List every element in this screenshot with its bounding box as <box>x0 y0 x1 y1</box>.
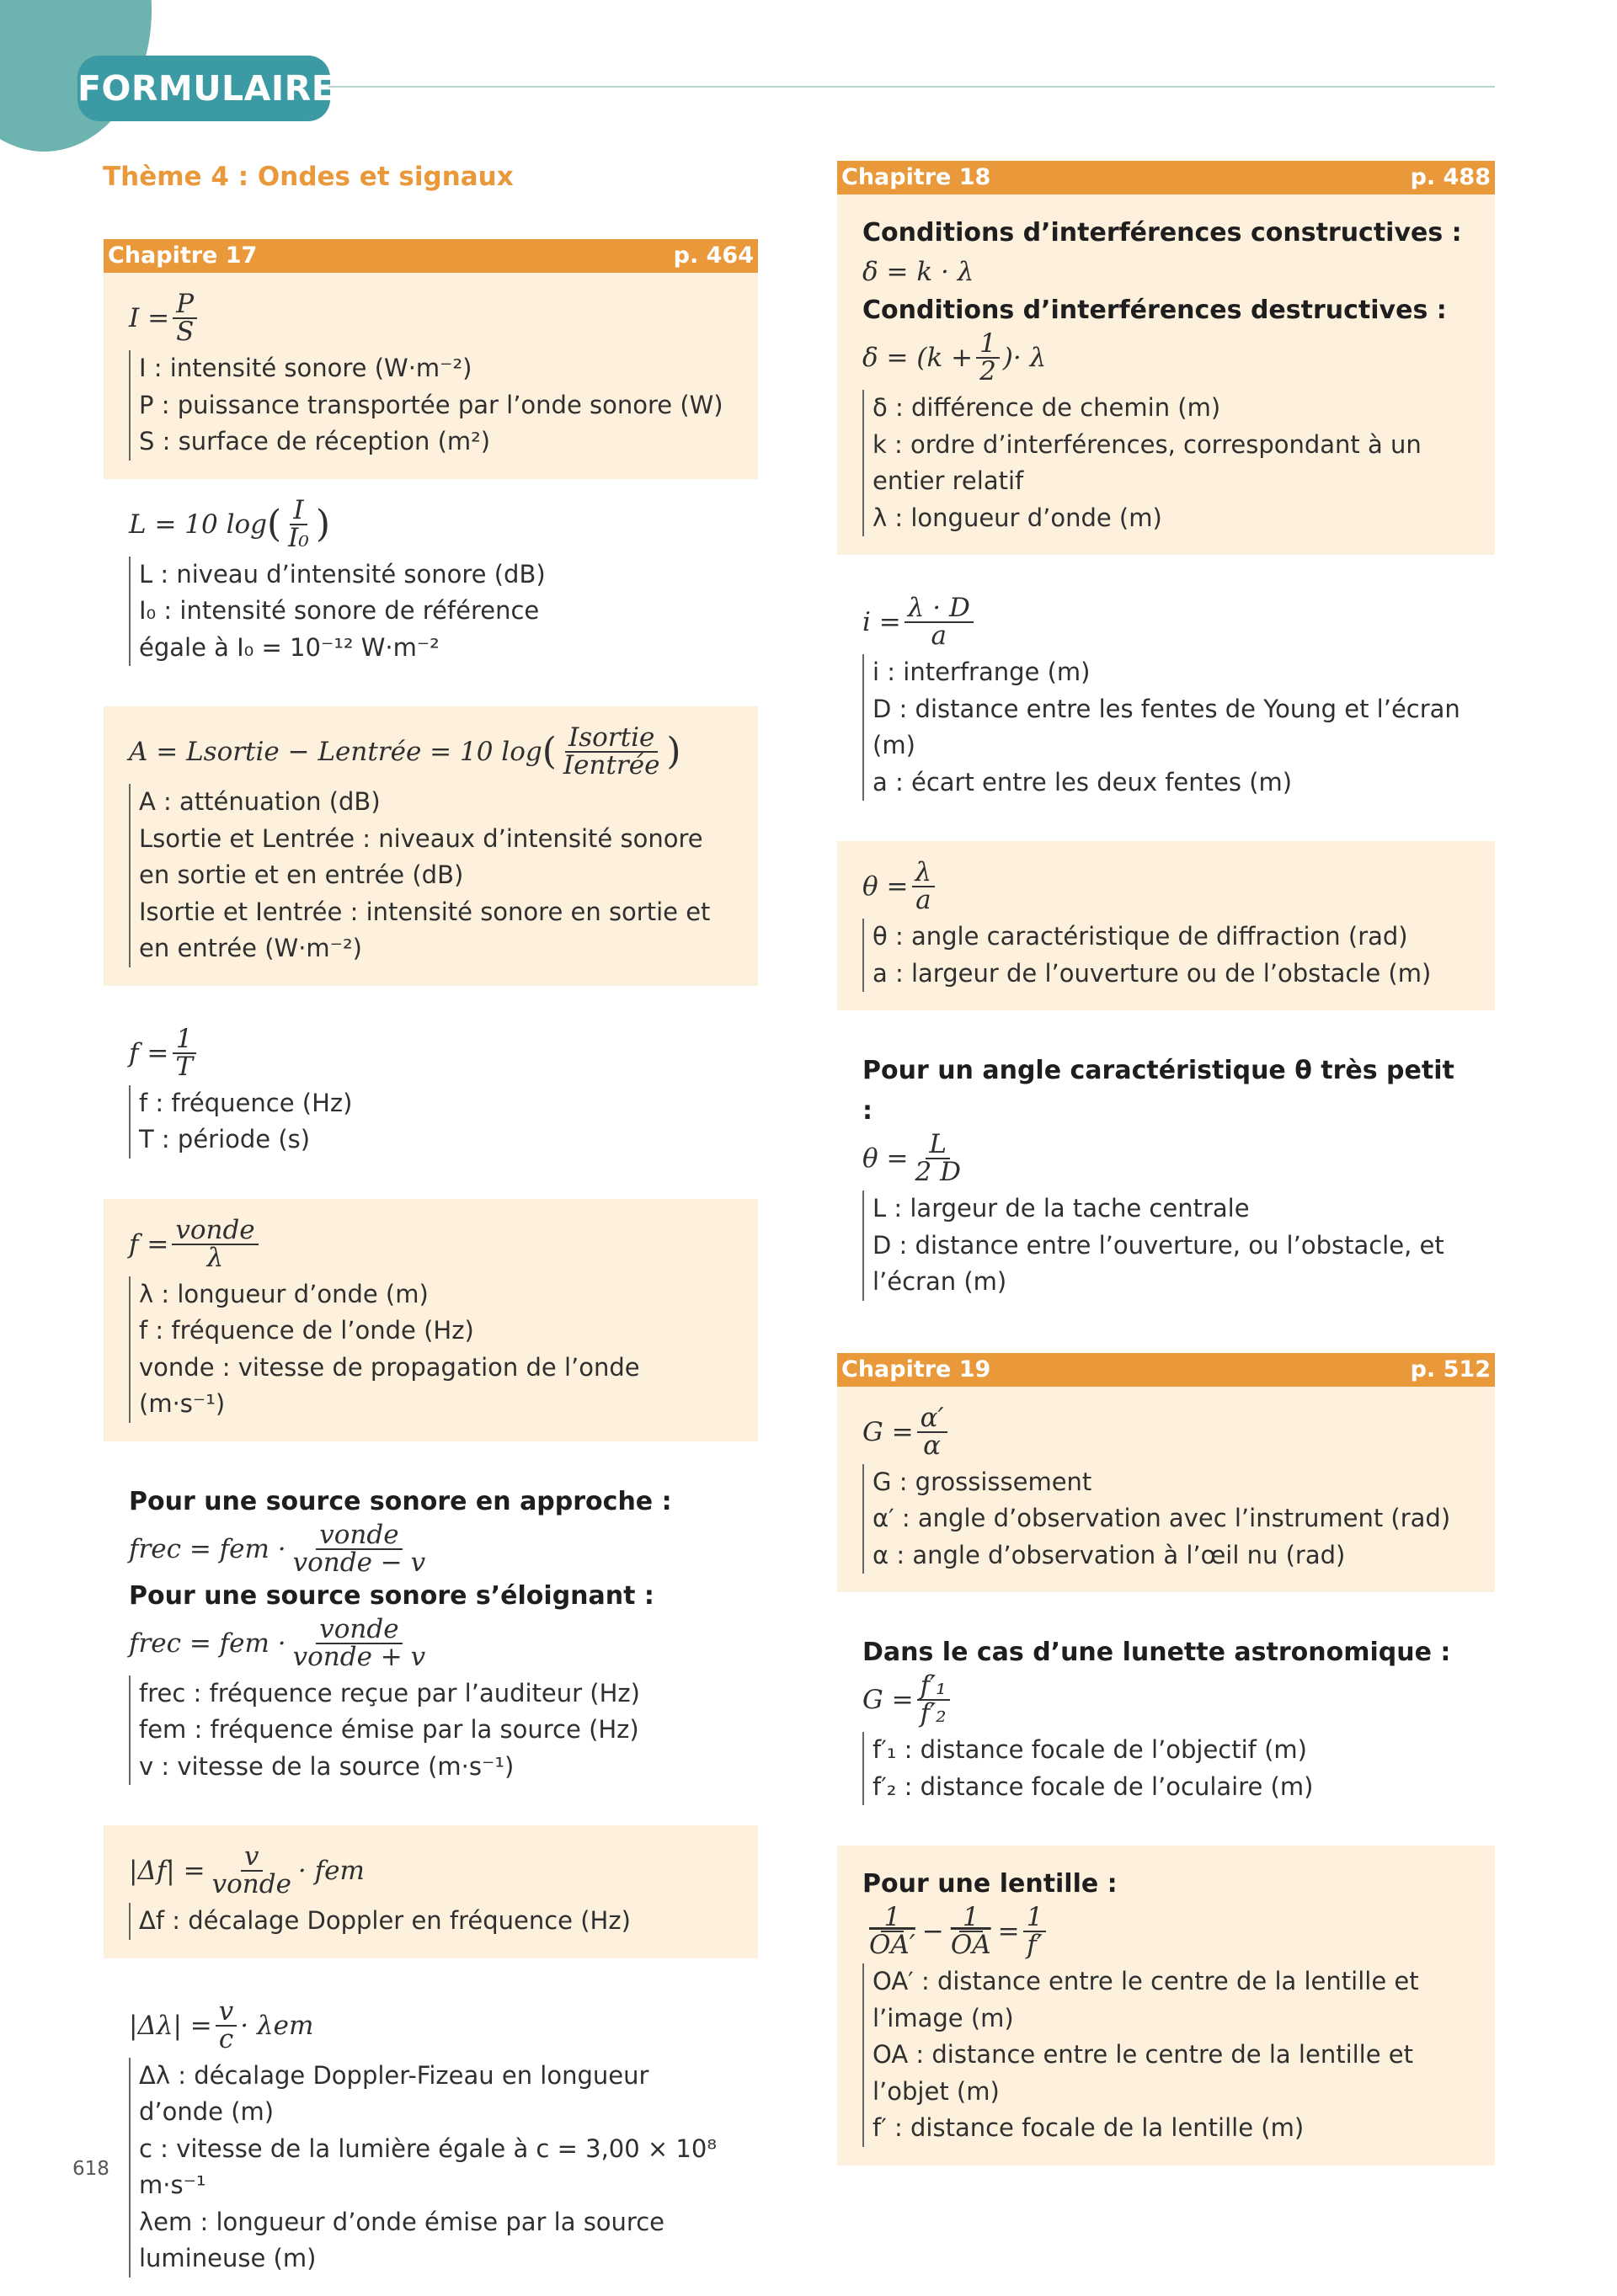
definition: vonde : vitesse de propagation de l’onde (m·s⁻¹) <box>139 1352 640 1418</box>
denominator: vonde <box>211 1869 291 1899</box>
definition: L : niveau d’intensité sonore (dB) <box>139 559 546 589</box>
numerator: P <box>173 291 197 319</box>
fraction <box>1023 1904 1047 1958</box>
paren-open: ( <box>267 502 282 546</box>
definitions <box>129 784 733 967</box>
fraction <box>976 328 1000 386</box>
definition: f′₁ : distance focale de l’objectif (m) <box>873 1735 1307 1764</box>
numerator: vonde <box>316 1617 402 1644</box>
definition: a : largeur de l’ouverture ou de l’obstacle (m) <box>873 958 1432 988</box>
definition: λem : longueur d’onde émise par la source lumineuse (m) <box>139 2207 664 2272</box>
chapter-18-header <box>837 161 1495 194</box>
chapter-18-19-column <box>837 161 1495 2165</box>
denominator: S <box>176 317 195 347</box>
fraction <box>917 1402 947 1461</box>
numerator: 1 <box>173 1026 196 1054</box>
definitions <box>862 1464 1470 1574</box>
denominator: λ <box>206 1242 224 1273</box>
formula-lhs: G = <box>862 1416 914 1447</box>
formula-lhs: A = Lsortie − Lentrée = 10 log <box>129 737 542 767</box>
definition: a : écart entre les deux fentes (m) <box>873 767 1293 796</box>
definitions <box>129 1903 733 1940</box>
fraction <box>290 1613 430 1672</box>
definitions <box>862 390 1470 536</box>
fraction <box>172 1214 258 1273</box>
formula-doppler-shift <box>104 1825 758 1958</box>
definition: frec : fréquence reçue par l’auditeur (Hz) <box>139 1678 640 1707</box>
header-rule <box>328 86 1495 88</box>
paren-close: ) <box>666 730 681 773</box>
fraction <box>912 1129 964 1187</box>
definition: I₀ : intensité sonore de référence <box>139 596 540 625</box>
fraction <box>905 595 974 649</box>
numerator: λ <box>912 860 936 887</box>
chapter-19-page: p. 512 <box>1410 1356 1491 1382</box>
fraction <box>290 1519 430 1578</box>
formula-lunette <box>837 1614 1495 1824</box>
fraction <box>912 857 936 915</box>
denominator: vonde + v <box>292 1641 426 1672</box>
definition: f : fréquence (Hz) <box>139 1088 353 1117</box>
denominator: f′₂ <box>920 1698 947 1729</box>
paren-close: ) <box>315 502 331 546</box>
formula-doppler-source <box>104 1463 758 1804</box>
formula-lhs: I = <box>129 303 170 333</box>
definition: Δλ : décalage Doppler-Fizeau en longueur d’onde (m) <box>139 2060 649 2126</box>
formula-lhs: frec = fem · <box>129 1627 286 1659</box>
definition: A : atténuation (dB) <box>139 787 381 816</box>
definition: θ : angle caractéristique de diffraction (rad) <box>873 922 1408 951</box>
definitions <box>862 919 1470 992</box>
denominator: vonde − v <box>292 1547 426 1578</box>
definition: f′ : distance focale de la lentille (m) <box>873 2113 1305 2142</box>
section-title: Pour une source sonore en approche : <box>129 1486 672 1516</box>
section-title: Pour une source sonore s’éloignant : <box>129 1580 654 1611</box>
definition: égale à I₀ = 10⁻¹² W·m⁻² <box>139 632 440 662</box>
formula-lhs: frec = fem · <box>129 1533 286 1564</box>
numerator: vonde <box>316 1522 402 1550</box>
formula-lhs: δ = (k + <box>862 343 974 373</box>
fraction <box>216 1995 237 2054</box>
formula-interferences <box>837 194 1495 555</box>
definition: v : vitesse de la source (m·s⁻¹) <box>139 1751 515 1781</box>
definitions <box>129 557 733 667</box>
definitions <box>129 1675 733 1786</box>
numerator: 1 <box>959 1904 983 1932</box>
numerator: I <box>290 498 307 525</box>
formula-interfringe <box>837 577 1495 819</box>
numerator: v <box>216 1999 237 2027</box>
definition: λ : longueur d’onde (m) <box>873 503 1162 532</box>
denominator: a <box>931 621 947 651</box>
numerator: 1 <box>881 1904 905 1932</box>
chapter-18-page: p. 488 <box>1410 164 1491 190</box>
formula-intensity <box>104 273 758 479</box>
numerator: 1 <box>1023 1904 1047 1932</box>
operator: − <box>921 1916 944 1947</box>
fraction <box>947 1904 995 1958</box>
definition: k : ordre d’interférences, correspondant à un entier relatif <box>873 429 1422 495</box>
formula-rhs: · fem <box>297 1856 365 1886</box>
chapter-17-page: p. 464 <box>673 242 754 269</box>
formula-lhs: f = <box>129 1037 169 1068</box>
denominator: I₀ <box>288 522 309 553</box>
formula-lhs: |Δf| = <box>129 1856 205 1886</box>
formula-lhs: θ = <box>862 871 909 902</box>
formula-rhs: )· λ <box>1002 343 1047 373</box>
formula-doppler-fizeau <box>104 1980 758 2296</box>
formula-sound-level <box>104 479 758 685</box>
denominator: T <box>175 1051 193 1082</box>
definition: D : distance entre les fentes de Young et l’écran (m) <box>873 694 1460 759</box>
formula-lhs: i = <box>862 607 901 637</box>
formula-lentille <box>837 1846 1495 2165</box>
definitions <box>129 2058 733 2277</box>
chapter-19-label: Chapitre 19 <box>841 1356 991 1382</box>
operator: = <box>997 1916 1020 1947</box>
formula-frequency-wavelength <box>104 1199 758 1441</box>
definitions <box>862 1191 1470 1301</box>
denominator: f′ <box>1027 1930 1043 1960</box>
definitions <box>862 1732 1470 1805</box>
chapter-17-label: Chapitre 17 <box>108 242 258 269</box>
definition: Isortie et Ientrée : intensité sonore en sortie et en entrée (W·m⁻²) <box>139 897 711 962</box>
definition: α′ : angle d’observation avec l’instrument (rad) <box>873 1504 1451 1532</box>
denominator: c <box>218 2023 234 2054</box>
denominator: a <box>915 885 931 915</box>
definition: c : vitesse de la lumière égale à c = 3,00 × 10⁸ m·s⁻¹ <box>139 2134 717 2199</box>
fraction <box>285 494 312 553</box>
definition: δ : différence de chemin (m) <box>873 393 1221 422</box>
chapter-18-label: Chapitre 18 <box>841 164 991 190</box>
definition: L : largeur de la tache centrale <box>873 1194 1250 1223</box>
fraction <box>172 1023 196 1082</box>
definitions <box>129 350 733 461</box>
numerator: f′₁ <box>917 1673 950 1701</box>
formula-grossissement <box>837 1387 1495 1593</box>
numerator: α′ <box>917 1405 947 1433</box>
numerator: vonde <box>172 1217 258 1245</box>
definition: Δf : décalage Doppler en fréquence (Hz) <box>139 1906 631 1935</box>
fraction <box>560 722 664 780</box>
page-number: 618 <box>72 2158 109 2180</box>
definition: λ : longueur d’onde (m) <box>139 1279 429 1308</box>
definition: i : interfrange (m) <box>873 658 1091 686</box>
definitions <box>129 1276 733 1423</box>
denominator: 2 <box>979 356 996 386</box>
denominator: 2 D <box>915 1157 961 1187</box>
numerator: L <box>926 1132 950 1159</box>
fraction <box>917 1670 950 1729</box>
numerator: 1 <box>976 331 1000 359</box>
formula-lhs: θ = <box>862 1143 909 1174</box>
definitions <box>862 1963 1470 2147</box>
definition: S : surface de réception (m²) <box>139 427 491 455</box>
definition: P : puissance transportée par l’onde sonore (W) <box>139 390 723 419</box>
definitions <box>862 654 1470 801</box>
section-title: Conditions d’interférences destructives : <box>862 296 1447 325</box>
definition: I : intensité sonore (W·m⁻²) <box>139 354 472 382</box>
chapter-17-header <box>104 239 758 273</box>
section-title: Conditions d’interférences constructives : <box>862 218 1462 248</box>
denominator: OA <box>950 1930 991 1960</box>
definition: OA : distance entre le centre de la lentille et l’objet (m) <box>873 2040 1414 2106</box>
chapter-19-header <box>837 1353 1495 1387</box>
formula-rhs: · λem <box>240 2010 314 2041</box>
formula-line: δ = k · λ <box>862 257 974 287</box>
denominator: OA′ <box>869 1930 915 1960</box>
paren-open: ( <box>542 730 557 773</box>
definition: G : grossissement <box>873 1467 1092 1496</box>
definition: f′₂ : distance focale de l’oculaire (m) <box>873 1771 1314 1801</box>
definition: D : distance entre l’ouverture, ou l’obstacle, et l’écran (m) <box>873 1230 1444 1296</box>
definition: Lsortie et Lentrée : niveaux d’intensité sonore en sortie et en entrée (dB) <box>139 823 703 889</box>
denominator: α <box>923 1430 942 1461</box>
numerator: v <box>241 1844 263 1872</box>
formula-diffraction <box>837 841 1495 1010</box>
definition: OA′ : distance entre le centre de la lentille et l’image (m) <box>873 1967 1419 2032</box>
section-title: Pour une lentille : <box>862 1869 1118 1899</box>
definitions <box>129 1085 733 1159</box>
formula-attenuation <box>104 706 758 986</box>
definition: f : fréquence de l’onde (Hz) <box>139 1316 474 1345</box>
formula-lhs: f = <box>129 1228 169 1260</box>
chapter-17-column <box>104 239 758 2296</box>
definition: fem : fréquence émise par la source (Hz) <box>139 1715 639 1744</box>
definition: T : période (s) <box>139 1125 311 1153</box>
fraction <box>866 1904 919 1958</box>
formula-lhs: G = <box>862 1685 914 1715</box>
section-title: Dans le cas d’une lunette astronomique : <box>862 1638 1451 1667</box>
formula-frequency-period <box>104 1008 758 1177</box>
formula-lhs: |Δλ| = <box>129 2010 212 2041</box>
fraction <box>209 1841 295 1899</box>
definition: α : angle d’observation à l’œil nu (rad) <box>873 1540 1346 1569</box>
numerator: Isortie <box>565 725 658 753</box>
formula-lhs: L = 10 log <box>129 509 267 540</box>
denominator: Ientrée <box>563 750 660 780</box>
fraction <box>173 291 197 345</box>
section-title: Pour un angle caractéristique θ très petit : <box>862 1056 1454 1126</box>
page-label: FORMULAIRE <box>77 56 330 121</box>
numerator: λ · D <box>905 595 974 623</box>
theme-title: Thème 4 : Ondes et signaux <box>103 162 514 192</box>
formula-small-angle <box>837 1032 1495 1319</box>
